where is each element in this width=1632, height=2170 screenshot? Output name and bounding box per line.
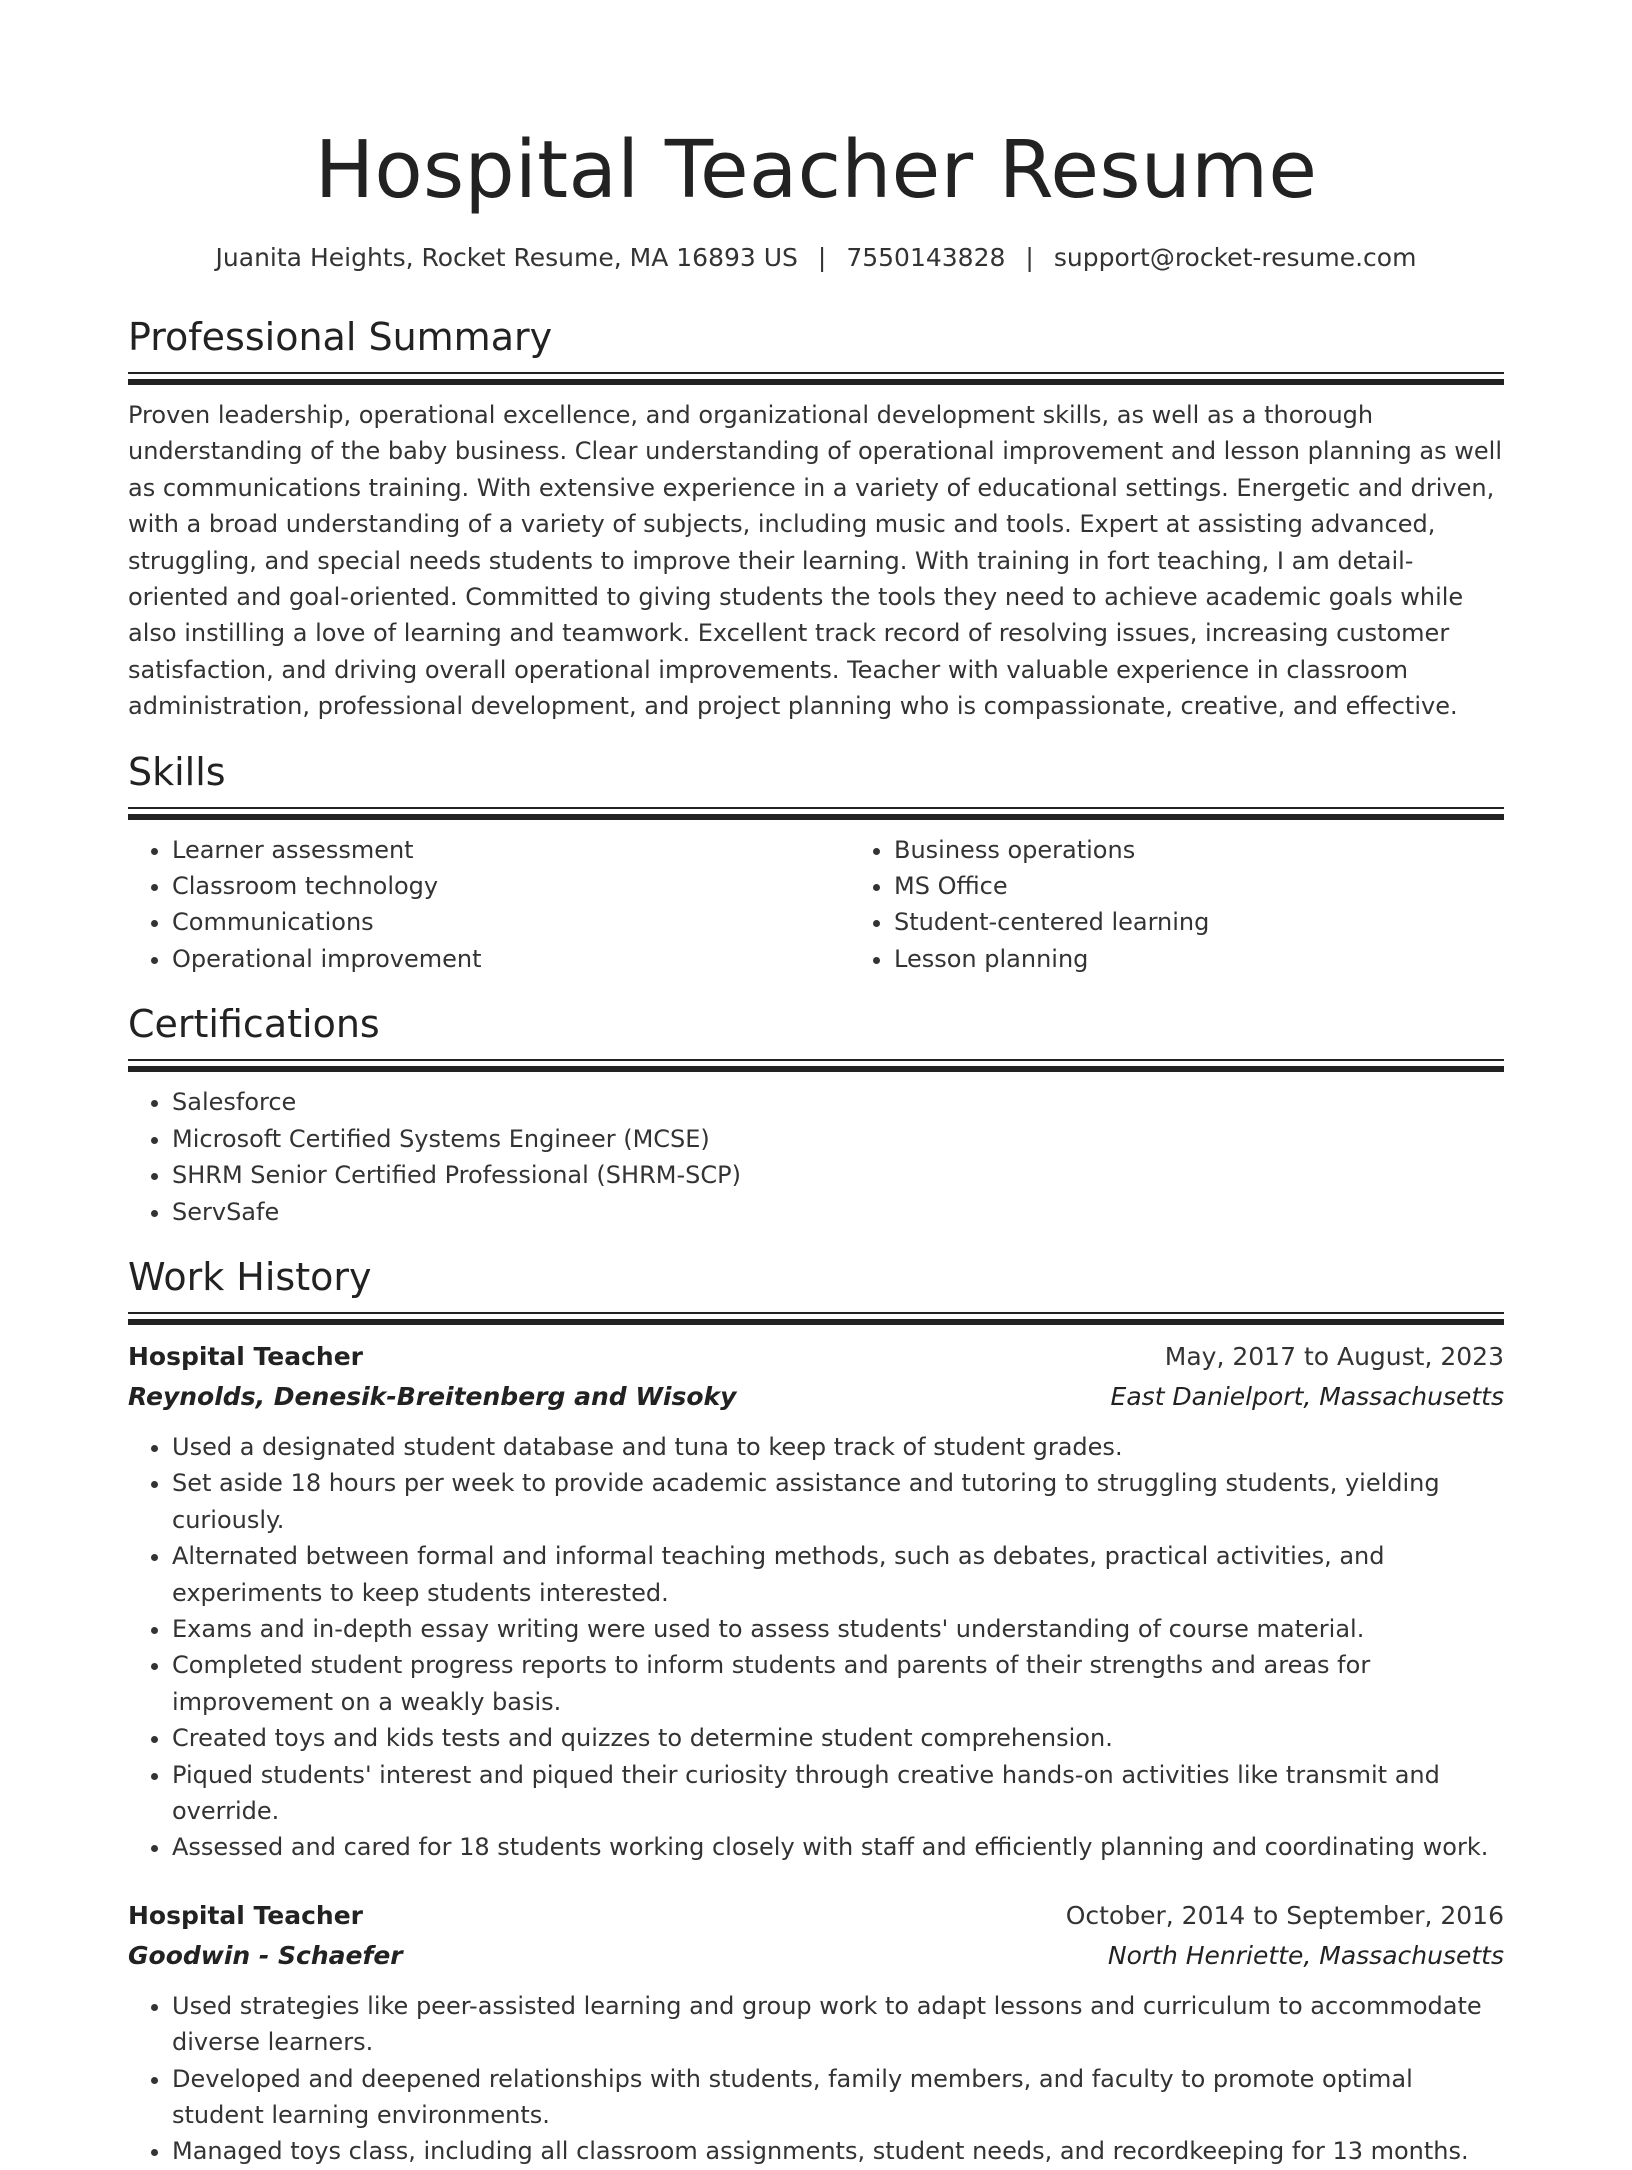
- skill-item: • Student-centered learning: [894, 904, 1504, 940]
- job-duty-item: • Assessed and cared for 18 students working closely with staff and efficiently planning and coordinating work.: [172, 1829, 1504, 1865]
- job-location: East Danielport, Massachusetts: [1110, 1381, 1504, 1411]
- job-duty-item: • Exams and in-depth essay writing were used to assess students' understanding of course material.: [172, 1611, 1504, 1647]
- section-heading-work-history: Work History: [128, 1254, 372, 1299]
- job-subheader: [128, 1936, 1504, 1976]
- section-divider: [128, 372, 1504, 385]
- certification-item: • Salesforce: [172, 1084, 1504, 1120]
- job-entry: [128, 1337, 1504, 1866]
- section-heading-skills: Skills: [128, 749, 226, 794]
- skills-grid: [128, 832, 1504, 978]
- job-location: North Henriette, Massachusetts: [1107, 1940, 1504, 1970]
- job-duty-item: • Piqued students' interest and piqued their curiosity through creative hands-on activities like transmit and override.: [172, 1757, 1504, 1830]
- job-duty-item: • Used strategies like peer-assisted learning and group work to adapt lessons and curriculum to accommodate diverse learners.: [172, 1988, 1504, 2061]
- job-duty-item: • Set aside 18 hours per week to provide academic assistance and tutoring to struggling students, yielding curiously.: [172, 1465, 1504, 1538]
- skill-item: • Operational improvement: [172, 941, 850, 977]
- section-divider: [128, 807, 1504, 820]
- job-duties-list: [128, 1988, 1504, 2170]
- resume-title: Hospital Teacher Resume: [314, 124, 1318, 216]
- certifications-section: [128, 999, 1504, 1230]
- job-duty-item: • Completed student progress reports to inform students and parents of their strengths and areas for improvement on a weakly basis.: [172, 1647, 1504, 1720]
- certification-item: • Microsoft Certified Systems Engineer (MCSE): [172, 1121, 1504, 1157]
- skill-item: • Classroom technology: [172, 868, 850, 904]
- skills-list-left: [128, 832, 850, 978]
- contact-address: Juanita Heights, Rocket Resume, MA 16893 US: [215, 243, 798, 272]
- job-duty-item: • Created toys and kids tests and quizzes to determine student comprehension.: [172, 1720, 1504, 1756]
- skill-item: • Lesson planning: [894, 941, 1504, 977]
- contact-line: [128, 240, 1504, 276]
- job-title: Hospital Teacher: [128, 1341, 363, 1371]
- job-title: Hospital Teacher: [128, 1900, 363, 1930]
- job-duty-item: • Developed and deepened relationships with students, family members, and faculty to promote optimal student learning environments.: [172, 2061, 1504, 2134]
- job-dates: October, 2014 to September, 2016: [1065, 1900, 1504, 1930]
- job-company: Reynolds, Denesik-Breitenberg and Wisoky: [128, 1381, 737, 1411]
- skill-item: • Communications: [172, 904, 850, 940]
- section-heading-certifications: Certifications: [128, 1002, 380, 1047]
- job-duty-item: • Used a designated student database and tuna to keep track of student grades.: [172, 1429, 1504, 1465]
- skill-item: • MS Office: [894, 868, 1504, 904]
- skill-item: • Business operations: [894, 832, 1504, 868]
- section-divider: [128, 1312, 1504, 1325]
- section-divider: [128, 1059, 1504, 1072]
- job-header: [128, 1896, 1504, 1936]
- summary-section: [128, 312, 1504, 725]
- job-entry: [128, 1896, 1504, 2170]
- certifications-list: [128, 1084, 1504, 1230]
- job-subheader: [128, 1377, 1504, 1417]
- job-duty-item: • Managed toys class, including all classroom assignments, student needs, and recordkeeping for 13 months.: [172, 2133, 1504, 2169]
- certification-item: • ServSafe: [172, 1194, 1504, 1230]
- contact-separator: |: [1025, 243, 1034, 272]
- work-history-section: [128, 1252, 1504, 2170]
- job-dates: May, 2017 to August, 2023: [1164, 1341, 1504, 1371]
- job-company: Goodwin - Schaefer: [128, 1940, 403, 1970]
- certification-item: • SHRM Senior Certified Professional (SHRM-SCP): [172, 1157, 1504, 1193]
- job-duty-item: • Alternated between formal and informal teaching methods, such as debates, practical activities, and experiments to keep students interested.: [172, 1538, 1504, 1611]
- skill-item: • Learner assessment: [172, 832, 850, 868]
- skills-section: [128, 747, 1504, 978]
- contact-separator: |: [817, 243, 827, 272]
- job-header: [128, 1337, 1504, 1377]
- contact-phone: 7550143828: [846, 243, 1006, 272]
- skills-list-right: [850, 832, 1504, 978]
- job-duties-list: [128, 1429, 1504, 1866]
- contact-email: support@rocket-resume.com: [1053, 243, 1417, 272]
- summary-text: Proven leadership, operational excellence, and organizational development skills, as well as a thorough understanding of the baby business. Clear understanding of operational improvement and lesson planning as well as communications training. With extensive experience in a variety of educational settings. Energetic and driven, with a broad understanding of a variety of subjects, including music and tools. Expert at assisting advanced, struggling, and special needs students to improve their learning. With training in fort teaching, I am detail-oriented and goal-oriented. Committed to giving students the tools they need to achieve academic goals while also instilling a love of learning and teamwork. Excellent track record of resolving issues, increasing customer satisfaction, and driving overall operational improvements. Teacher with valuable experience in classroom administration, professional development, and project planning who is compassionate, creative, and effective.: [128, 401, 1502, 721]
- section-heading-summary: Professional Summary: [128, 315, 553, 359]
